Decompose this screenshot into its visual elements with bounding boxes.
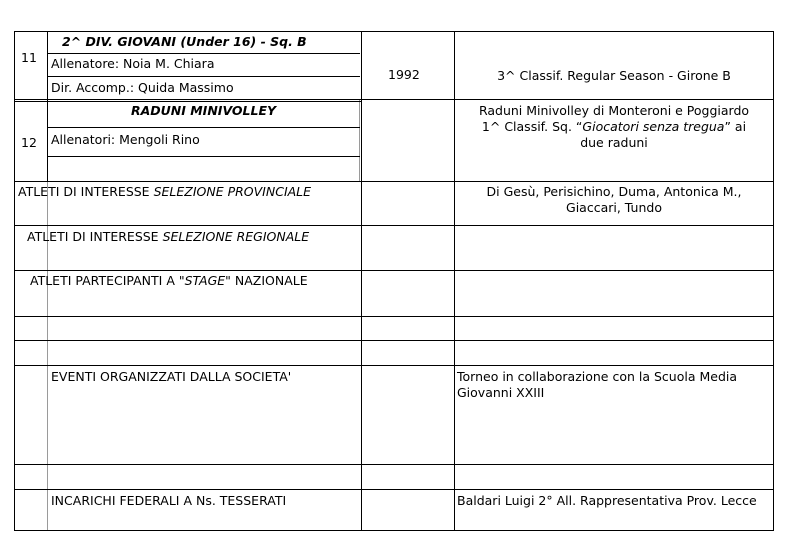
row-border <box>14 489 774 490</box>
row-border <box>14 316 774 317</box>
label-italic: STAGE <box>184 273 226 288</box>
row-border-top <box>14 31 774 32</box>
athletes-provinciale: Di Gesù, Perisichino, Duma, Antonica M., Giaccari, Tundo <box>486 184 742 215</box>
row-border <box>14 181 774 182</box>
row-number-12: 12 <box>21 135 37 150</box>
coach-minivolley: Allenatori: Mengoli Rino <box>51 132 200 147</box>
label-stage-nazionale <box>30 273 308 289</box>
result-minivolley-line3: due raduni <box>580 135 648 150</box>
row-border <box>14 99 774 100</box>
label-eventi: EVENTI ORGANIZZATI DALLA SOCIETA' <box>51 369 292 384</box>
row-border <box>47 156 360 157</box>
result-text: ” ai <box>724 119 747 134</box>
row-number-11: 11 <box>21 50 37 65</box>
result-minivolley-line2 <box>455 119 773 135</box>
team-title-u16: 2^ DIV. GIOVANI (Under 16) - Sq. B <box>62 34 307 49</box>
label-text: ATLETI PARTECIPANTI A " <box>30 273 185 288</box>
table-border-left <box>14 31 15 531</box>
row-border <box>14 270 774 271</box>
label-selezione-regionale <box>27 229 309 245</box>
table-border-right <box>773 31 774 531</box>
manager-u16: Dir. Accomp.: Quida Massimo <box>51 80 234 95</box>
row-border <box>47 76 360 77</box>
result-text: 1^ Classif. Sq. “ <box>481 119 583 134</box>
year-u16: 1992 <box>388 67 420 82</box>
row-border <box>14 365 774 366</box>
row-border <box>14 464 774 465</box>
label-text: ATLETI DI INTERESSE <box>27 229 163 244</box>
label-italic: SELEZIONE PROVINCIALE <box>153 184 312 199</box>
result-u16: 3^ Classif. Regular Season - Girone B <box>497 68 731 83</box>
column-divider-year <box>361 31 362 531</box>
result-minivolley-line1: Raduni Minivolley di Monteroni e Poggiardo <box>478 103 750 118</box>
team-nickname: Giocatori senza tregua <box>582 119 725 134</box>
coach-u16: Allenatore: Noia M. Chiara <box>51 56 215 71</box>
label-italic: SELEZIONE REGIONALE <box>162 229 310 244</box>
row-border <box>47 127 360 128</box>
row-border <box>47 53 360 54</box>
label-selezione-provinciale <box>18 184 311 200</box>
row-border-bottom <box>14 530 774 531</box>
label-text: ATLETI DI INTERESSE <box>18 184 154 199</box>
row-border <box>14 225 774 226</box>
team-title-minivolley: RADUNI MINIVOLLEY <box>130 103 277 118</box>
row-border <box>14 101 361 102</box>
value-incarichi: Baldari Luigi 2° All. Rappresentativa Prov. Lecce <box>457 493 757 508</box>
label-incarichi: INCARICHI FEDERALI A Ns. TESSERATI <box>51 493 287 508</box>
label-text: " NAZIONALE <box>225 273 308 288</box>
row-border <box>14 340 774 341</box>
value-eventi: Torneo in collaborazione con la Scuola Media Giovanni XXIII <box>457 369 738 400</box>
